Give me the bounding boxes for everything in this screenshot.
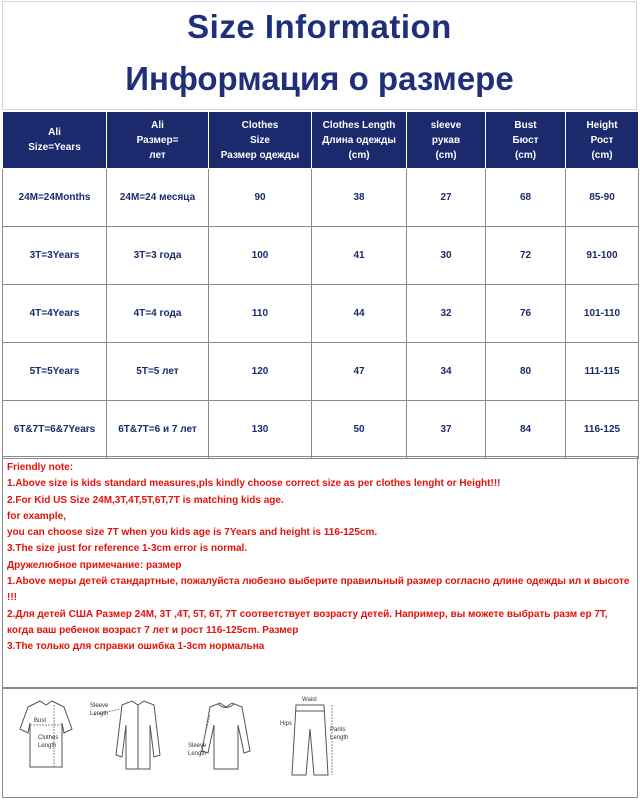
label-hips: Hips [280, 721, 293, 727]
title-banner [2, 1, 637, 110]
cell-sleeve: 37 [407, 401, 486, 459]
label-sweater-sleeve: Sleeve [188, 743, 207, 749]
cell-height: 116-125 [566, 401, 639, 459]
label-clothes: Clothes [38, 735, 59, 741]
cell-clothes-length: 47 [312, 343, 407, 401]
measurement-diagram [10, 695, 350, 795]
header-clothes-length: Clothes Length Длина одежды (cm) [312, 112, 407, 169]
note-line: 2.Для детей США Размер 24M, 3T ,4T, 5T, 6T, 7T соответствует возрасту детей. Например, вы можете выбрать разм ер 7T, когда ваш ребенок возраст 7 лет и рост 116-125cm. Размер [7, 608, 608, 636]
header-ali-size-years: Ali Size=Years [3, 112, 107, 169]
cell-clothes-length: 50 [312, 401, 407, 459]
label-pants: Pants [330, 727, 346, 733]
note-heading-en: Friendly note: [7, 462, 74, 473]
cell-height: 85-90 [566, 169, 639, 227]
title-english: Size Information [187, 8, 452, 45]
table-row [3, 401, 639, 459]
friendly-note-block [2, 456, 638, 688]
note-line: you can choose size 7T when you kids age is 7Years and height is 116-125cm. [7, 527, 378, 539]
cell-size-ru: 6T&7T=6 и 7 лет [107, 401, 209, 459]
note-line: 3.The size just for reference 1-3cm error is normal. [7, 543, 248, 555]
cell-clothes-length: 44 [312, 285, 407, 343]
sweater-icon [200, 703, 250, 769]
header-sleeve: sleeve рукав (cm) [407, 112, 486, 169]
cell-clothes-size: 120 [209, 343, 312, 401]
label-sleeve: Sleeve [90, 703, 109, 709]
cell-clothes-size: 100 [209, 227, 312, 285]
table-row [3, 285, 639, 343]
cell-bust: 80 [486, 343, 566, 401]
label-sleeve-length: Length [90, 711, 109, 717]
cell-clothes-length: 38 [312, 169, 407, 227]
table-row [3, 227, 639, 285]
cell-size-ru: 3T=3 года [107, 227, 209, 285]
note-line: for example, [7, 510, 66, 522]
cell-height: 111-115 [566, 343, 639, 401]
cell-bust: 68 [486, 169, 566, 227]
note-heading-ru: Дружелюбное примечание: размер [7, 559, 182, 571]
cell-height: 91-100 [566, 227, 639, 285]
cell-clothes-size: 130 [209, 401, 312, 459]
pants-icon [292, 705, 332, 775]
cell-size-ru: 5T=5 лет [107, 343, 209, 401]
note-line: 3.The только для справки ошибка 1-3cm нормальна [7, 641, 265, 653]
cell-clothes-size: 90 [209, 169, 312, 227]
cell-size-en: 6T&7T=6&7Years [3, 401, 107, 459]
note-line: 2.For Kid US Size 24M,3T,4T,5T,6T,7T is matching kids age. [7, 494, 284, 506]
tshirt-icon [20, 701, 72, 767]
cell-sleeve: 34 [407, 343, 486, 401]
cell-clothes-length: 41 [312, 227, 407, 285]
cell-sleeve: 27 [407, 169, 486, 227]
table-row [3, 343, 639, 401]
label-waist: Waist [302, 697, 317, 703]
label-clothes-length: Length [38, 743, 57, 749]
label-sweater-length: Length [188, 751, 207, 757]
header-clothes-size: Clothes Size Размер одежды [209, 112, 312, 169]
table-header-row [3, 112, 639, 169]
table-row [3, 169, 639, 227]
cell-size-en: 5T=5Years [3, 343, 107, 401]
cell-height: 101-110 [566, 285, 639, 343]
cell-bust: 84 [486, 401, 566, 459]
header-bust: Bust Бюст (cm) [486, 112, 566, 169]
cell-size-en: 4T=4Years [3, 285, 107, 343]
cell-size-ru: 4T=4 года [107, 285, 209, 343]
cell-clothes-size: 110 [209, 285, 312, 343]
cell-bust: 72 [486, 227, 566, 285]
title-russian: Информация о размере [125, 60, 514, 97]
cell-bust: 76 [486, 285, 566, 343]
cell-sleeve: 32 [407, 285, 486, 343]
note-line: 1.Above size is kids standard measures,pls kindly choose correct size as per clothes lenght or Height!!! [7, 478, 501, 490]
header-ali-size-ru: Ali Размер= лет [107, 112, 209, 169]
note-line: 1.Above меры детей стандартные, пожалуйста любезно выберите правильный размер согласно длине одежды ил и высоте !!! [7, 576, 630, 604]
cell-size-en: 24M=24Months [3, 169, 107, 227]
cell-size-ru: 24M=24 месяца [107, 169, 209, 227]
cell-size-en: 3T=3Years [3, 227, 107, 285]
cell-sleeve: 30 [407, 227, 486, 285]
label-pants-length: Length [330, 735, 349, 741]
label-bust: Bust [34, 718, 47, 724]
size-table [2, 111, 639, 459]
header-height: Height Рост (cm) [566, 112, 639, 169]
